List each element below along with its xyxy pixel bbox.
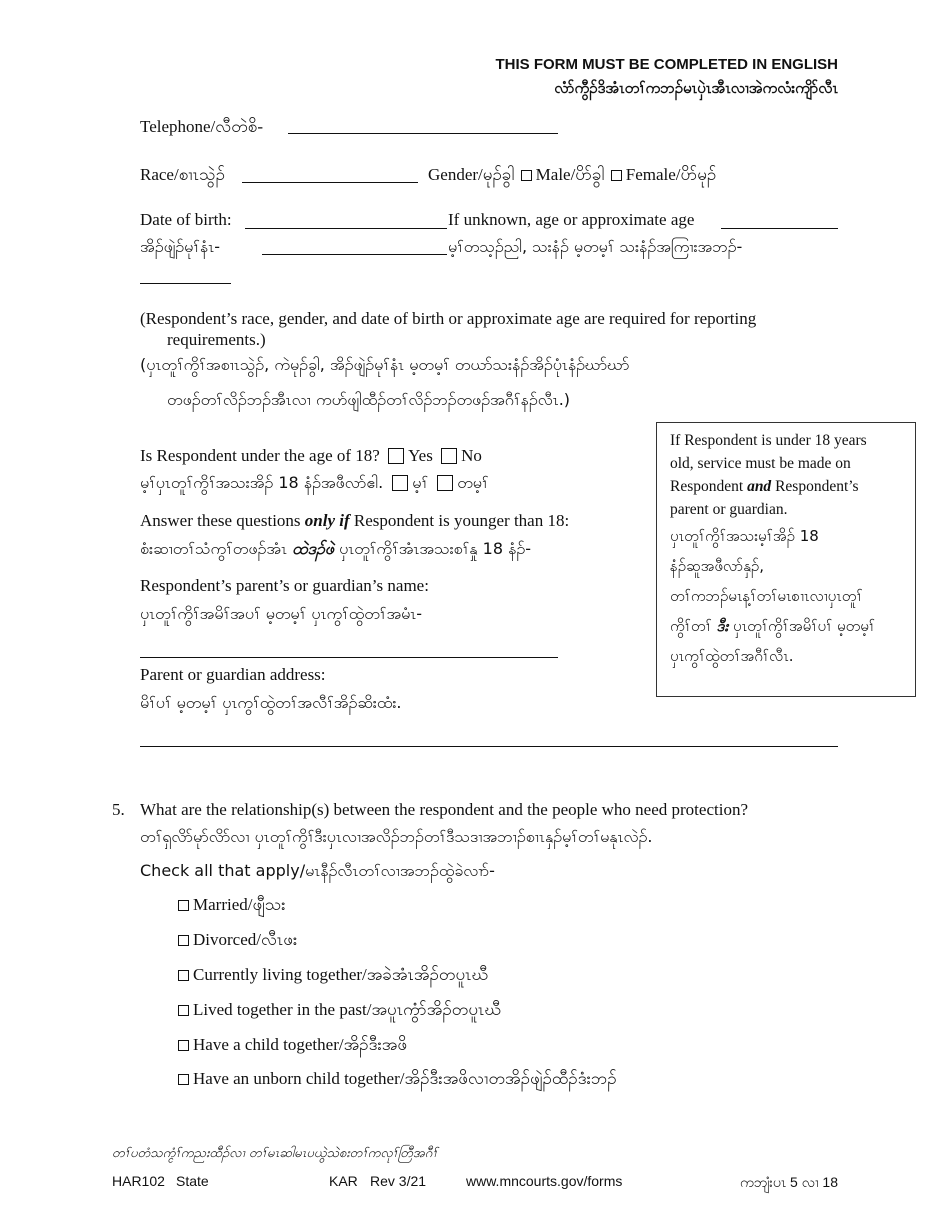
relationship-option-child-together[interactable]	[176, 1034, 407, 1059]
telephone-label: Telephone/လီတဲစိ-	[140, 117, 263, 136]
female-checkbox[interactable]	[611, 170, 622, 181]
telephone-field[interactable]	[288, 133, 558, 134]
under18-question-text: Is Respondent under the age of 18?	[140, 446, 380, 465]
unborn-child-label: Have an unborn child together/အိၣ်ဒီးအဖိလၢတအိၣ်ဖျဲၣ်ထီၣ်ဒံးဘၣ်	[193, 1069, 617, 1088]
service-notice-karen-line2: နံၣ်ဆူအဖီလာ်နှၣ်,	[670, 557, 764, 575]
gender-label: Gender/မုၣ်ခွါ	[428, 165, 515, 184]
under18-no-karen-label: တမ့ၢ်	[457, 473, 489, 492]
service-notice-karen-line4	[670, 611, 905, 641]
dob-field-karen	[262, 254, 447, 255]
married-label: Married/ဖျီသး	[193, 895, 286, 914]
answer-instruction-pre: Answer these questions	[140, 511, 305, 530]
relationship-option-divorced[interactable]	[176, 929, 297, 954]
under18-question	[140, 446, 482, 466]
divorced-checkbox[interactable]	[178, 935, 189, 946]
unborn-child-checkbox[interactable]	[178, 1074, 189, 1085]
footer-url[interactable]: www.mncourts.gov/forms	[466, 1173, 623, 1189]
footer-language: KAR	[329, 1173, 358, 1189]
service-notice-line3-post: Respondent’s	[771, 478, 859, 495]
relationship-option-married[interactable]	[176, 894, 286, 919]
child-together-label: Have a child together/အိၣ်ဒီးအဖိ	[193, 1035, 408, 1054]
footer-form-type: State	[176, 1173, 209, 1189]
living-together-checkbox[interactable]	[178, 970, 189, 981]
service-notice-karen-line5: ပှၤကွၢ်ထွဲတၢ်အဂီၢ်လီၤ.	[670, 647, 794, 665]
service-notice-line1: If Respondent is under 18 years	[670, 432, 867, 449]
service-notice-line3-pre: Respondent	[670, 478, 748, 495]
service-notice-karen-line1: ပှၤတူၢ်ကွိၢ်အသးမ့ၢ်အိၣ် 18	[670, 527, 819, 545]
answer-instruction-karen-pre: စံးဆၢတၢ်သံကွၢ်တဖၣ်အံၤ	[140, 539, 293, 558]
requirement-note-line2: requirements.)	[167, 330, 266, 349]
female-label: Female/ပိာ်မုၣ်	[625, 165, 717, 184]
footer-page-number: ကဘျံးပၤ 5 လၢ 18	[739, 1174, 838, 1190]
question5-text: What are the relationship(s) between the respondent and the people who need protection?	[140, 800, 748, 819]
gender-row	[428, 164, 716, 189]
answer-instruction-karen-post: ပှၤတူၢ်ကွိၢ်အံၤအသးစၢ်နှု 18 နံၣ်-	[333, 539, 532, 558]
under18-yes-checkbox[interactable]	[388, 448, 404, 464]
under18-question-karen	[140, 472, 489, 496]
under18-no-label: No	[461, 446, 482, 465]
dob-label-karen: အိၣ်ဖျဲၣ်မုၢ်နံၤ-	[140, 237, 220, 256]
race-field[interactable]	[242, 182, 418, 183]
approximate-age-field-continued[interactable]	[140, 283, 231, 284]
race-label: Race/စၢၤသွဲၣ်	[140, 165, 225, 184]
form-karen-notice: လံာ်ကွီၣ်ဒိအံၤတၢ်ကဘၣ်မၤပှဲၤအီၤလၢအဲကလံးကျိာ်လီၤ	[554, 79, 838, 97]
dob-unknown-label: If unknown, age or approximate age	[448, 210, 695, 229]
service-notice-box	[656, 422, 916, 697]
service-notice-line3	[670, 475, 905, 498]
approximate-age-field[interactable]	[721, 228, 838, 229]
divorced-label: Divorced/လီၤဖး	[193, 930, 298, 949]
check-all-instruction: Check all that apply/မၤနီၣ်လီၤတၢ်လၢအဘၣ်ထွဲခဲလၢာ်-	[140, 861, 495, 880]
service-notice-karen-line4-pre: ကွိၢ်တၢ်	[670, 617, 717, 635]
answer-only-if-instruction	[140, 511, 569, 531]
service-notice-line3-emphasis: and	[747, 478, 772, 495]
question5-number: 5.	[112, 800, 125, 819]
parent-name-label-karen: ပှၤတူၢ်ကွိၢ်အမိၢ်အပၢ် မ့တမ့ၢ် ပှၤကွၢ်ထွဲတၢ်အမံၤ-	[140, 604, 423, 623]
footer-karen-title: တၢ်ပတံသက္ငံၢ်ကညးထီၣ်လၢ တၢ်မၤဆါမၤပယွဲသဲစးတၢ်ကလုၢ်တြီအဂီၢ်	[112, 1146, 438, 1161]
answer-instruction-post: Respondent is younger than 18:	[349, 511, 570, 530]
parent-address-label-karen: မိၢ်ပၢ် မ့တမ့ၢ် ပှၤကွၢ်ထွဲတၢ်အလီၢ်အိၣ်ဆိးထံး.	[140, 693, 402, 712]
answer-instruction-emphasis: only if	[304, 511, 350, 530]
under18-yes-label: Yes	[408, 446, 433, 465]
married-checkbox[interactable]	[178, 900, 189, 911]
service-notice-line2: old, service must be made on	[670, 455, 851, 472]
form-english-notice: THIS FORM MUST BE COMPLETED IN ENGLISH	[495, 56, 838, 73]
child-together-checkbox[interactable]	[178, 1040, 189, 1051]
service-notice-karen-line4-post: ပှၤတူၢ်ကွိၢ်အမိၢ်ပၢ် မ့တမ့ၢ်	[728, 617, 876, 635]
dob-unknown-label-karen: မ့ၢ်တသ့ၣ်ညါ, သးနံၣ် မ့တမ့ၢ် သးနံၣ်အကြၢးအဘၣ်-	[448, 237, 743, 256]
answer-instruction-karen-emphasis: ထဲဒၣ်ဖဲ	[292, 539, 334, 558]
footer-revision: Rev 3/21	[370, 1173, 427, 1189]
service-notice-karen-line3: တၢ်ကဘၣ်မၤန့ၢ်တၢ်မၤစၢၤလၢပှၤတူၢ်	[670, 587, 863, 605]
under18-yes-karen-label: မ့ၢ်	[412, 473, 429, 492]
requirement-note-karen-line1: (ပှၤတူၢ်ကွိၢ်အစၢၤသွဲၣ်, ကဲမုၣ်ခွါ, အိၣ်ဖျဲၣ်မုၢ်နံၤ မ့တမ့ၢ် တယာ်သးနံၣ်အိၣ်ပုံၤနံၣ်ဃာ်ဃာ်	[140, 355, 630, 374]
under18-question-karen-text: မ့ၢ်ပှၤတူၢ်ကွိၢ်အသးအိၣ် 18 နံၣ်အဖီလာ်ဧါ.	[140, 473, 384, 492]
requirement-note-karen-line2: တဖၣ်တၢ်လိၣ်ဘၣ်အီၤလၢ ကဟ်ဖျါထီၣ်တၢ်လိၣ်ဘၣ်တဖၣ်အဂီၢ်နၣ်လီၤ.)	[167, 390, 571, 409]
answer-only-if-instruction-karen	[140, 538, 531, 562]
dob-label: Date of birth:	[140, 210, 232, 229]
under18-no-checkbox[interactable]	[441, 448, 457, 464]
requirement-note-line1: (Respondent’s race, gender, and date of birth or approximate age are required for reporting	[140, 309, 757, 328]
dob-field[interactable]	[245, 228, 447, 229]
lived-together-checkbox[interactable]	[178, 1005, 189, 1016]
question5-text-karen: တၢ်ရှလိာ်မုာ်လိာ်လၢ ပှၤတူၢ်ကွိၢ်ဒီးပှၤလၢအလိၣ်ဘၣ်တၢ်ဒီသဒၢအဘၢၣ်စၢၤနှၣ်မ့ၢ်တၢ်မနုၤလဲၣ်.	[140, 827, 653, 846]
parent-address-label: Parent or guardian address:	[140, 665, 326, 684]
male-checkbox[interactable]	[521, 170, 532, 181]
under18-no-checkbox-karen[interactable]	[437, 475, 453, 491]
parent-name-field[interactable]	[140, 657, 558, 658]
relationship-option-unborn-child[interactable]	[176, 1068, 617, 1093]
lived-together-label: Lived together in the past/အပူၤကွံာ်အိၣ်တပူၤဃီ	[193, 1000, 501, 1019]
relationship-option-lived-together[interactable]	[176, 999, 501, 1024]
service-notice-karen-line4-emphasis: ဒီး	[716, 617, 729, 635]
footer-form-id: HAR102	[112, 1173, 165, 1189]
relationship-option-living-together[interactable]	[176, 964, 488, 989]
under18-yes-checkbox-karen[interactable]	[392, 475, 408, 491]
living-together-label: Currently living together/အခဲအံၤအိၣ်တပူၤဃီ	[193, 965, 489, 984]
parent-address-field[interactable]	[140, 746, 838, 747]
parent-name-label: Respondent’s parent’s or guardian’s name:	[140, 576, 429, 595]
male-label: Male/ပိာ်ခွါ	[535, 165, 605, 184]
service-notice-line4: parent or guardian.	[670, 501, 788, 518]
